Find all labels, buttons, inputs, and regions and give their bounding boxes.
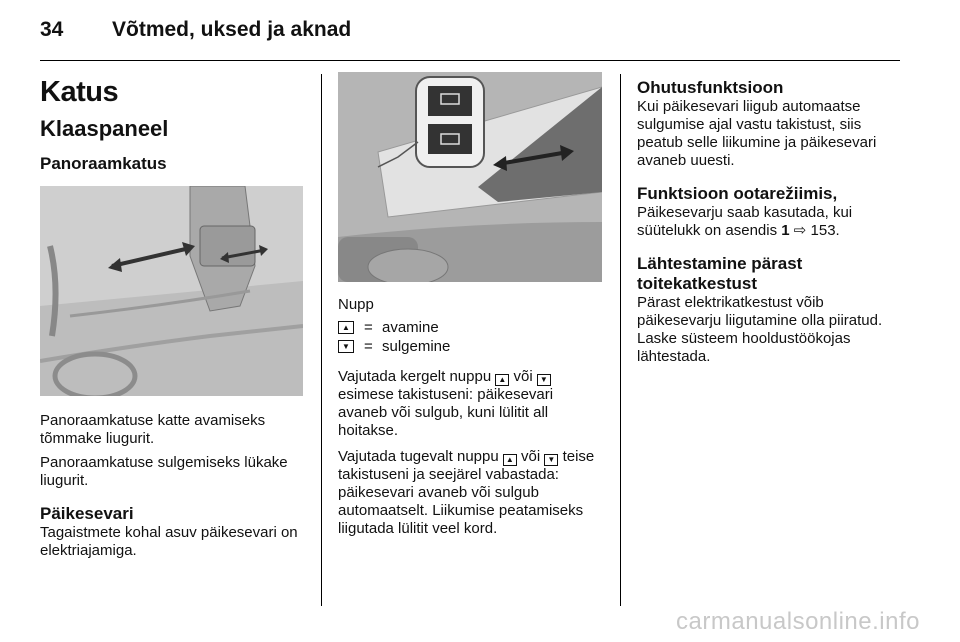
standby-text: Päikesevarju saab kasutada, kui süütelukk on asendis 1 ⇨ 153. <box>637 204 853 239</box>
section-title: Klaaspaneel <box>40 116 169 141</box>
column-3 <box>637 78 907 374</box>
column-divider-2 <box>620 74 621 606</box>
safety-heading: Ohutusfunktsioon <box>637 78 784 97</box>
reset-text: Pärast elektrikatkestust võib päikesevarju liigutamine olla piiratud. Laske süsteem hooldustöökojas lähtestada. <box>637 294 883 365</box>
legend-label: sulgemine <box>382 337 451 355</box>
close-instruction: Panoraamkatuse sulgemiseks lükake liugurit. <box>40 454 288 489</box>
legend-open <box>338 318 606 337</box>
panorama-roof-drawing <box>40 186 303 396</box>
standby-heading: Funktsioon ootarežiimis, <box>637 184 838 203</box>
open-sunshade-icon: ▲ <box>338 321 354 334</box>
close-sunshade-icon: ▼ <box>544 454 558 466</box>
close-sunshade-icon: ▼ <box>537 374 551 386</box>
safety-text: Kui päikesevari liigub automaatse sulgumise ajal vastu takistust, siis peatub selle liikumine ja päikesevari avaneb uuesti. <box>637 98 877 169</box>
column-1 <box>40 72 305 568</box>
open-sunshade-icon: ▲ <box>495 374 509 386</box>
page-header <box>40 18 351 42</box>
reset-heading: Lähtestamine pärast toitekatkestust <box>637 254 803 293</box>
legend-close <box>338 337 606 356</box>
header-rule <box>40 60 900 61</box>
page-number: 34 <box>40 18 64 41</box>
page-title: Katus <box>40 76 119 108</box>
panorama-roof-illustration <box>40 186 303 396</box>
chapter-title: Võtmed, uksed ja aknad <box>112 18 352 41</box>
firm-press-paragraph: Vajutada tugevalt nuppu ▲ või ▼ teise takistuseni ja seejärel vabastada: päikesevari avaneb või sulgub automaatselt. Liikumise peatamiseks liigutada lülitit veel kord. <box>338 448 595 537</box>
column-2 <box>338 72 606 546</box>
page-reference: 153. <box>810 222 840 239</box>
sunshade-button-illustration <box>338 72 602 282</box>
watermark: carmanualsonline.info <box>676 608 920 635</box>
button-label: Nupp <box>338 296 374 313</box>
sunshade-text: Tagaistmete kohal asuv päikesevari on elektriajamiga. <box>40 524 298 559</box>
sunshade-heading: Päikesevari <box>40 504 134 523</box>
legend-equals: = <box>364 318 373 336</box>
close-sunshade-icon: ▼ <box>338 340 354 353</box>
page-reference-arrow-icon: ⇨ <box>793 222 807 239</box>
sunshade-drawing <box>338 72 602 282</box>
open-sunshade-icon: ▲ <box>503 454 517 466</box>
open-instruction: Panoraamkatuse katte avamiseks tõmmake liugurit. <box>40 412 266 447</box>
legend-equals: = <box>364 337 373 355</box>
subsection-title: Panoraamkatus <box>40 154 167 173</box>
column-divider-1 <box>321 74 322 606</box>
legend-label: avamine <box>382 318 439 336</box>
light-press-paragraph: Vajutada kergelt nuppu ▲ või ▼ esimese takistuseni: päikesevari avaneb või sulgub, kuni lülitit all hoitakse. <box>338 368 554 439</box>
